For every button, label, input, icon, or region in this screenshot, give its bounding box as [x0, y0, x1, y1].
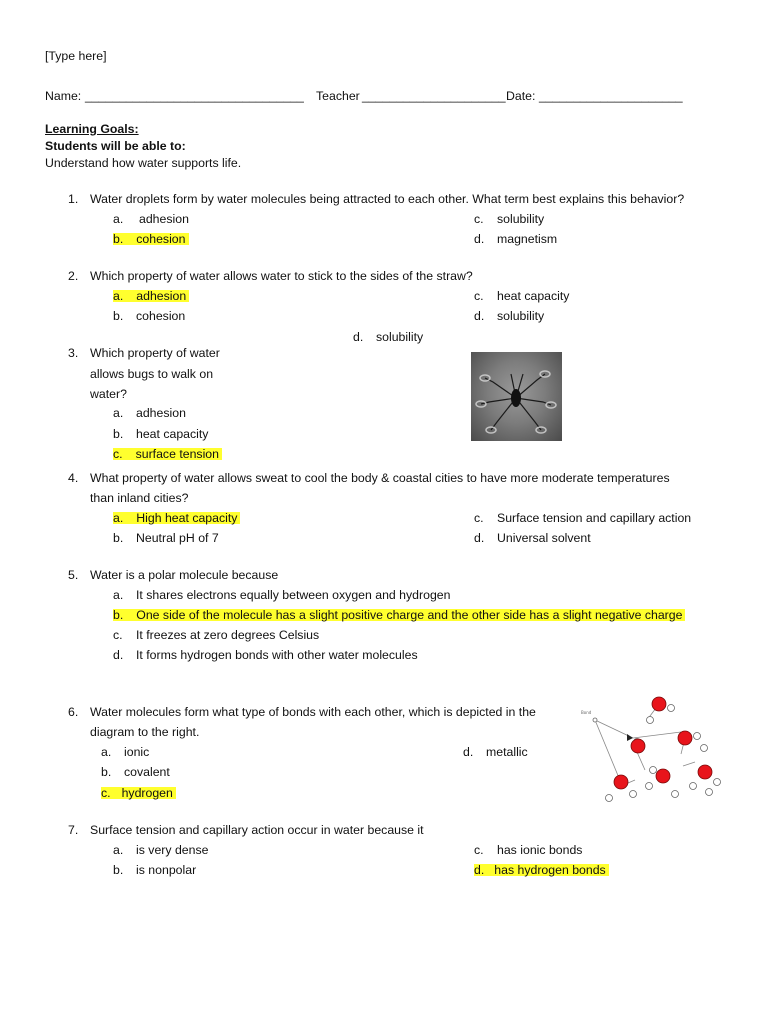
- option-letter: a.: [113, 212, 124, 226]
- hydrogen-bond-diagram: [575, 690, 725, 805]
- question-number: 2.: [68, 269, 79, 283]
- question-text: Water droplets form by water molecules being attracted to each other. What term best explains this behavior?: [90, 192, 685, 206]
- teacher-label: Teacher: [316, 89, 360, 103]
- option-letter: a.: [113, 289, 124, 303]
- option-letter: a.: [113, 843, 124, 857]
- learning-goals-heading: Learning Goals:: [45, 122, 139, 136]
- option-text: is nonpolar: [136, 863, 197, 877]
- option-letter: d.: [474, 863, 485, 877]
- teacher-blank[interactable]: _____________________: [362, 89, 506, 103]
- option-text: has ionic bonds: [497, 843, 583, 857]
- option-text: adhesion: [139, 212, 189, 226]
- water-molecule-diagram-icon: [575, 690, 725, 805]
- option-text: adhesion: [136, 406, 186, 420]
- option-answer-highlighted: [113, 290, 189, 302]
- option-answer-highlighted: [113, 512, 240, 524]
- option-text: has hydrogen bonds: [494, 863, 606, 877]
- question-text: allows bugs to walk on: [90, 367, 214, 381]
- option-text: heat capacity: [497, 289, 570, 303]
- option-text: Surface tension and capillary action: [497, 511, 692, 525]
- option-text: adhesion: [136, 289, 187, 303]
- question-number: 6.: [68, 705, 79, 719]
- question-text: Water is a polar molecule because: [90, 568, 279, 582]
- option-text: It freezes at zero degrees Celsius: [136, 628, 320, 642]
- option-text: magnetism: [497, 232, 558, 246]
- water-strider-icon: [471, 352, 562, 441]
- option-letter: d.: [474, 531, 485, 545]
- option-letter: b.: [101, 765, 112, 779]
- option-text: is very dense: [136, 843, 209, 857]
- option-answer-highlighted: [113, 233, 189, 245]
- question-text: water?: [90, 387, 127, 401]
- option-text: surface tension: [135, 447, 219, 461]
- svg-text:Bond: Bond: [581, 710, 592, 715]
- question-number: 5.: [68, 568, 79, 582]
- option-letter: a.: [101, 745, 112, 759]
- option-text: It forms hydrogen bonds with other water molecules: [136, 648, 418, 662]
- option-answer-highlighted: [474, 864, 609, 876]
- option-text: Neutral pH of 7: [136, 531, 219, 545]
- option-letter: c.: [113, 628, 123, 642]
- date-blank[interactable]: _____________________: [539, 89, 683, 103]
- option-text: solubility: [497, 309, 545, 323]
- option-answer-highlighted: [113, 448, 222, 460]
- question-number: 1.: [68, 192, 79, 206]
- option-letter: b.: [113, 232, 124, 246]
- option-text: hydrogen: [121, 786, 173, 800]
- students-able-heading: Students will be able to:: [45, 139, 186, 153]
- option-letter: c.: [113, 447, 123, 461]
- option-letter: b.: [113, 608, 124, 622]
- option-text: covalent: [124, 765, 170, 779]
- option-letter: c.: [474, 212, 484, 226]
- name-blank[interactable]: ________________________________: [85, 89, 304, 103]
- question-number: 4.: [68, 471, 79, 485]
- option-letter: d.: [474, 309, 485, 323]
- question-text: Which property of water allows water to stick to the sides of the straw?: [90, 269, 473, 283]
- option-letter: c.: [474, 289, 484, 303]
- option-answer-highlighted: [101, 787, 176, 799]
- option-text: It shares electrons equally between oxygen and hydrogen: [136, 588, 451, 602]
- option-text: High heat capacity: [136, 511, 238, 525]
- header-placeholder[interactable]: [Type here]: [45, 49, 107, 63]
- option-letter: b.: [113, 309, 124, 323]
- learning-goal-text: Understand how water supports life.: [45, 156, 242, 170]
- option-text: heat capacity: [136, 427, 209, 441]
- option-letter: d.: [474, 232, 485, 246]
- date-label: Date:: [506, 89, 536, 103]
- option-letter: d.: [113, 648, 124, 662]
- option-text: ionic: [124, 745, 150, 759]
- question-text: Which property of water: [90, 346, 220, 360]
- option-letter: b.: [113, 863, 124, 877]
- option-letter: d.: [353, 330, 364, 344]
- option-answer-highlighted: [113, 609, 685, 621]
- option-text: solubility: [497, 212, 545, 226]
- question-text: Water molecules form what type of bonds with each other, which is depicted in the: [90, 705, 536, 719]
- option-letter: c.: [474, 511, 484, 525]
- option-text: One side of the molecule has a slight positive charge and the other side has a slight negative charge: [136, 608, 683, 622]
- option-letter: a.: [113, 406, 124, 420]
- option-letter: c.: [101, 786, 111, 800]
- question-text: Surface tension and capillary action occur in water because it: [90, 823, 424, 837]
- option-letter: d.: [463, 745, 474, 759]
- name-label: Name:: [45, 89, 82, 103]
- question-number: 7.: [68, 823, 79, 837]
- option-text: cohesion: [136, 309, 186, 323]
- question-text: than inland cities?: [90, 491, 189, 505]
- option-letter: c.: [474, 843, 484, 857]
- option-text: solubility: [376, 330, 424, 344]
- option-letter: a.: [113, 511, 124, 525]
- option-letter: b.: [113, 427, 124, 441]
- question-number: 3.: [68, 346, 79, 360]
- water-strider-photo: [471, 352, 562, 441]
- question-text: diagram to the right.: [90, 725, 200, 739]
- option-letter: b.: [113, 531, 124, 545]
- option-text: Universal solvent: [497, 531, 591, 545]
- option-letter: a.: [113, 588, 124, 602]
- option-text: cohesion: [136, 232, 186, 246]
- option-text: metallic: [486, 745, 528, 759]
- question-text: What property of water allows sweat to cool the body & coastal cities to have more moderate temperatures: [90, 471, 670, 485]
